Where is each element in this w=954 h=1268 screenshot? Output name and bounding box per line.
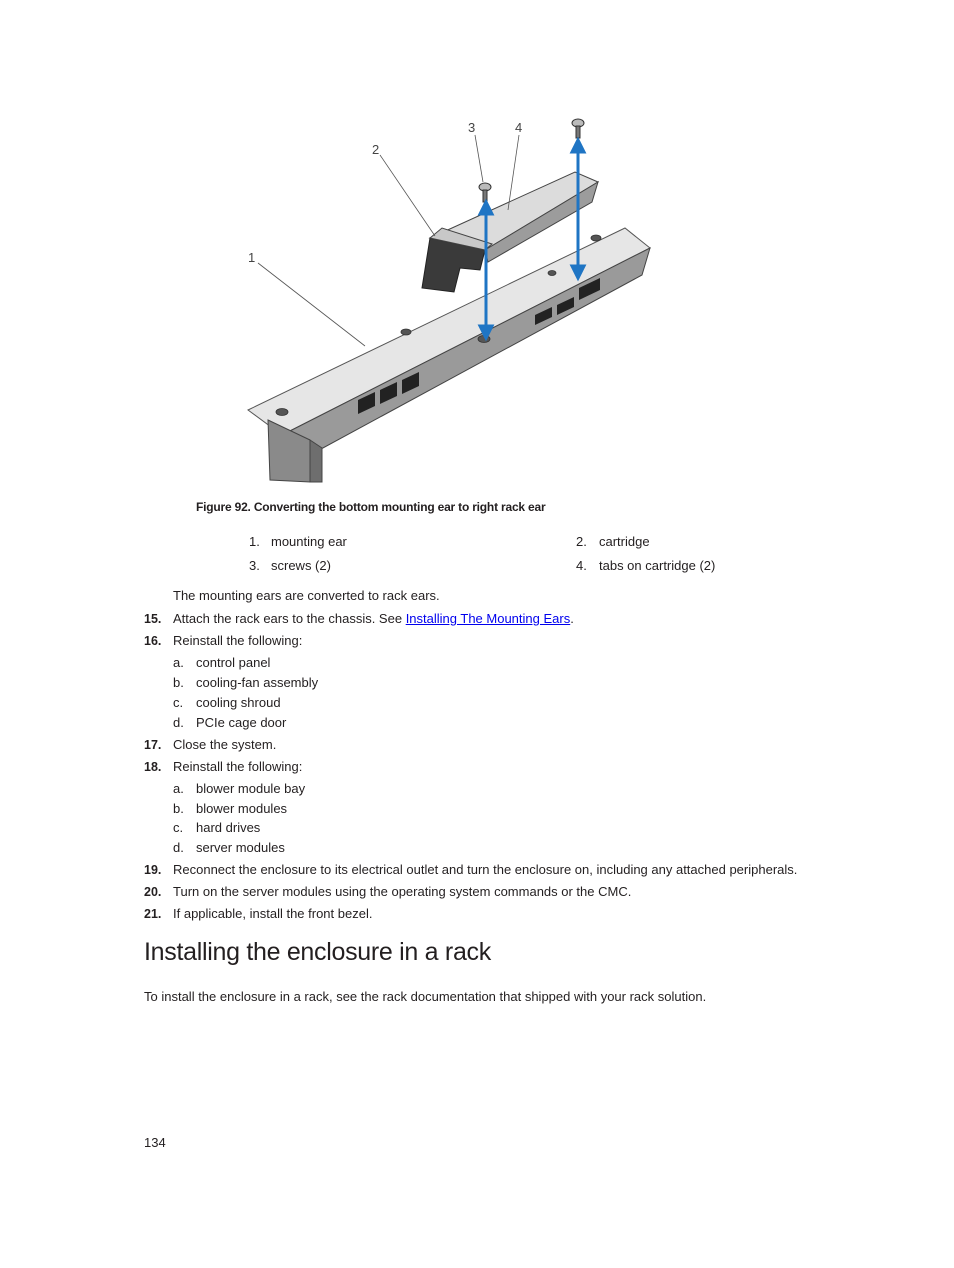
step-21-number: 21. <box>144 907 162 921</box>
step-18-number: 18. <box>144 760 162 774</box>
screw-left <box>479 183 491 202</box>
section-body: To install the enclosure in a rack, see the rack documentation that shipped with your rack solution. <box>144 989 707 1004</box>
step-16d-text: PCIe cage door <box>196 715 287 730</box>
figure <box>230 110 670 490</box>
legend-label-2: cartridge <box>599 534 650 549</box>
legend-label-3: screws (2) <box>271 558 331 573</box>
step-15-text-before: Attach the rack ears to the chassis. See <box>173 611 406 626</box>
legend-num-2: 2. <box>576 534 587 549</box>
step-20-number: 20. <box>144 885 162 899</box>
step-18b-text: blower modules <box>196 801 288 816</box>
legend-num-4: 4. <box>576 558 587 573</box>
step-16-text: Reinstall the following: <box>173 633 303 648</box>
mounting-ear-illustration <box>230 110 670 490</box>
step-17-number: 17. <box>144 738 162 752</box>
callout-2: 2 <box>372 142 380 157</box>
legend-label-4: tabs on cartridge (2) <box>599 558 716 573</box>
step-16a-letter: a. <box>173 655 184 670</box>
rail-side <box>282 248 650 455</box>
conversion-note: The mounting ears are converted to rack ears. <box>173 588 440 603</box>
page-number: 134 <box>144 1135 166 1150</box>
step-16c-text: cooling shroud <box>196 695 281 710</box>
step-15-text <box>173 611 574 627</box>
step-18a-letter: a. <box>173 781 184 796</box>
legend-num-1: 1. <box>249 534 260 549</box>
step-18b-letter: b. <box>173 801 184 816</box>
step-17-text: Close the system. <box>173 737 277 752</box>
section-heading: Installing the enclosure in a rack <box>144 938 491 966</box>
screw-right <box>572 119 584 138</box>
callout-4: 4 <box>515 120 523 135</box>
installing-mounting-ears-link[interactable]: Installing The Mounting Ears <box>405 611 571 626</box>
step-18a-text: blower module bay <box>196 781 306 796</box>
step-18c-letter: c. <box>173 820 184 835</box>
rail-end-face <box>310 440 322 482</box>
legend-num-3: 3. <box>249 558 260 573</box>
step-15-text-after: . <box>570 611 574 626</box>
step-18d-text: server modules <box>196 840 285 855</box>
step-16b-letter: b. <box>173 675 184 690</box>
step-16d-letter: d. <box>173 715 184 730</box>
step-16a-text: control panel <box>196 655 271 670</box>
callout-3: 3 <box>468 120 476 135</box>
step-19-number: 19. <box>144 863 162 877</box>
figure-caption: Figure 92. Converting the bottom mounting ear to right rack ear <box>196 500 546 514</box>
step-16-number: 16. <box>144 634 162 648</box>
step-18c-text: hard drives <box>196 820 261 835</box>
step-16b-text: cooling-fan assembly <box>196 675 319 690</box>
step-15-number: 15. <box>144 612 162 626</box>
step-19-text: Reconnect the enclosure to its electrical outlet and turn the enclosure on, including any attached peripherals. <box>173 862 798 877</box>
step-16c-letter: c. <box>173 695 184 710</box>
callout-1: 1 <box>248 250 256 265</box>
legend-label-1: mounting ear <box>271 534 347 549</box>
step-21-text: If applicable, install the front bezel. <box>173 906 373 921</box>
step-20-text: Turn on the server modules using the operating system commands or the CMC. <box>173 884 632 899</box>
step-18d-letter: d. <box>173 840 184 855</box>
step-18-text: Reinstall the following: <box>173 759 303 774</box>
